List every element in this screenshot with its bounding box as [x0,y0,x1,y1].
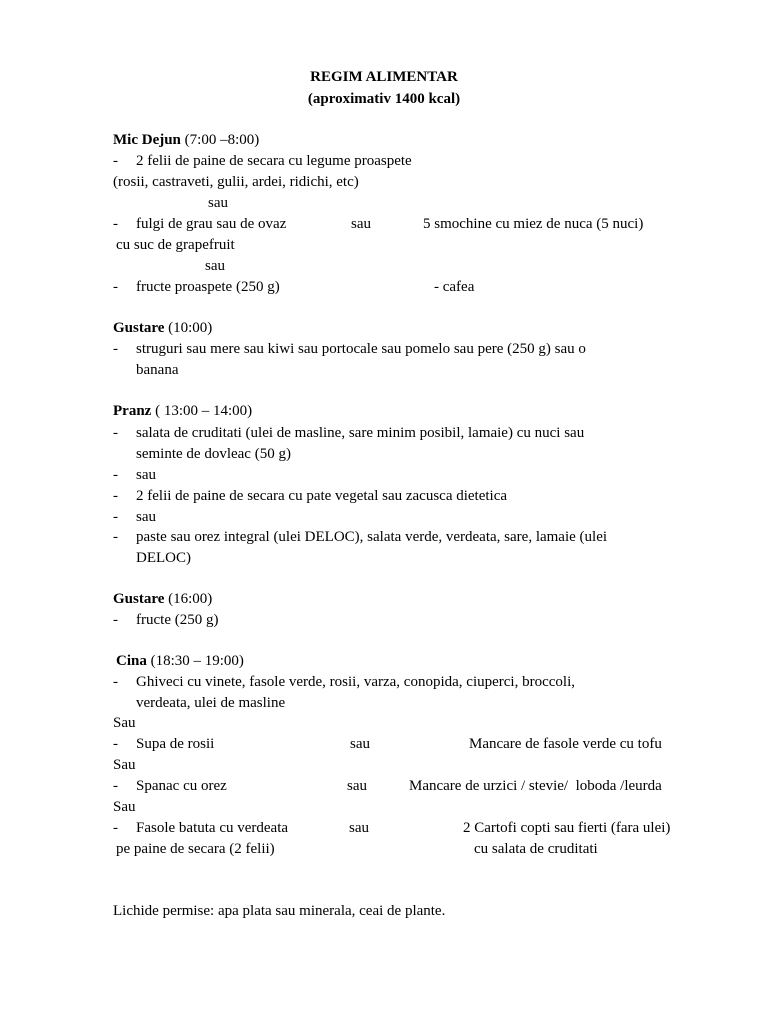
menu-option: Mancare de fasole verde cu tofu [469,736,662,752]
menu-line: fructe (250 g) [136,612,219,628]
bullet-dash: - [113,820,118,836]
heading-time: (18:30 – 19:00) [146,653,244,669]
section-heading-pranz [113,402,252,420]
sau-separator: Sau [113,715,136,731]
bullet-dash: - [113,467,118,483]
menu-option: Spanac cu orez [136,778,227,794]
bullet-dash: - [113,341,118,357]
document-subtitle: (aproximativ 1400 kcal) [307,91,461,107]
sau-separator: sau [350,736,370,752]
menu-line: paste sau orez integral (ulei DELOC), salata verde, verdeata, sare, lamaie (ulei [136,529,608,545]
heading-label: Mic Dejun [113,132,181,148]
sau-separator: sau [136,509,156,525]
menu-option: pe paine de secara (2 felii) [116,841,275,857]
menu-line: salata de cruditati (ulei de masline, sare minim posibil, lamaie) cu nuci sau [136,425,585,441]
heading-time: ( 13:00 – 14:00) [151,403,253,419]
menu-line: (rosii, castraveti, gulii, ardei, ridichi, etc) [113,174,359,190]
heading-time: (16:00) [164,591,213,607]
bullet-dash: - [113,488,118,504]
bullet-dash: - [113,216,118,232]
heading-time: (7:00 –8:00) [180,132,260,148]
section-heading-mic-dejun [113,131,259,149]
sau-separator: sau [349,820,369,836]
bullet-dash: - [113,279,118,295]
bullet-dash: - [113,736,118,752]
heading-label: Gustare [113,320,165,336]
menu-option: cu salata de cruditati [474,841,598,857]
bullet-dash: - [113,509,118,525]
document-title: REGIM ALIMENTAR [310,69,458,85]
sau-separator: Sau [113,757,136,773]
menu-option: fructe proaspete (250 g) [136,279,280,295]
menu-line: 2 felii de paine de secara cu legume proaspete [136,153,412,169]
sau-separator: Sau [113,799,136,815]
menu-option: - cafea [434,279,475,295]
heading-label: Gustare [113,591,165,607]
section-heading-gustare-2 [113,590,212,608]
section-heading-gustare [113,319,212,337]
bullet-dash: - [113,425,118,441]
sau-separator: sau [208,195,228,211]
menu-line: Ghiveci cu vinete, fasole verde, rosii, varza, conopida, ciuperci, broccoli, [136,674,575,690]
menu-option: Fasole batuta cu verdeata [136,820,289,836]
sau-separator: sau [351,216,371,232]
section-heading-cina [116,652,244,670]
bullet-dash: - [113,778,118,794]
menu-option: Supa de rosii [136,736,215,752]
menu-option: 5 smochine cu miez de nuca (5 nuci) [423,216,644,232]
heading-label: Pranz [113,403,152,419]
menu-line: 2 felii de paine de secara cu pate vegetal sau zacusca dietetica [136,488,508,504]
menu-line: cu suc de grapefruit [116,237,235,253]
menu-line: banana [136,362,179,378]
menu-line: verdeata, ulei de masline [136,695,286,711]
menu-option: Mancare de urzici / stevie/ loboda /leurda [409,778,662,794]
bullet-dash: - [113,674,118,690]
heading-label: Cina [116,653,147,669]
sau-separator: sau [136,467,156,483]
sau-separator: sau [205,258,225,274]
heading-time: (10:00) [164,320,213,336]
bullet-dash: - [113,612,118,628]
menu-option: fulgi de grau sau de ovaz [136,216,287,232]
lichide-note: Lichide permise: apa plata sau minerala, ceai de plante. [113,903,446,919]
sau-separator: sau [347,778,367,794]
menu-line: seminte de dovleac (50 g) [136,446,291,462]
menu-line: DELOC) [136,550,191,566]
menu-option: 2 Cartofi copti sau fierti (fara ulei) [463,820,671,836]
bullet-dash: - [113,529,118,545]
menu-line: struguri sau mere sau kiwi sau portocale sau pomelo sau pere (250 g) sau o [136,341,586,357]
bullet-dash: - [113,153,118,169]
